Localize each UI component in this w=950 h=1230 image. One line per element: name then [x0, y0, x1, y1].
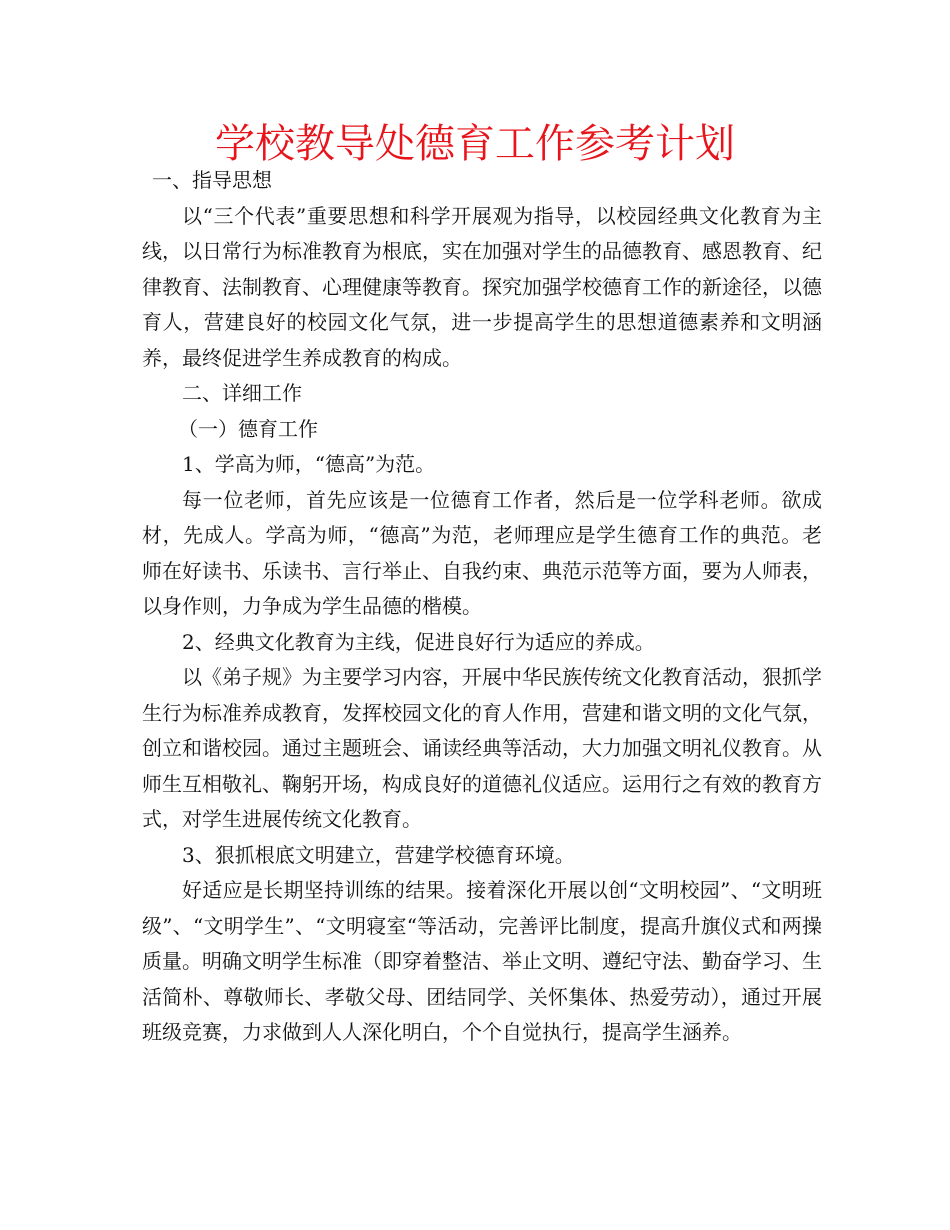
paragraph-item-2: 以《弟子规》为主要学习内容，开展中华民族传统文化教育活动，狠抓学生行为标准养成教育，发挥校园文化的育人作用，营建和谐文明的文化气氛，创立和谐校园。通过主题班会、诵读经典等活动，大力加强文明礼仪教育。从师生互相敬礼、鞠躬开场，构成良好的道德礼仪适应。运用行之有效的教育方式，对学生进展传统文化教育。 [142, 665, 822, 831]
section-heading-guiding-thought: 一、指导思想 [152, 168, 272, 192]
paragraph-guiding-thought: 以“三个代表”重要思想和科学开展观为指导，以校园经典文化教育为主线，以日常行为标准教育为根底，实在加强对学生的品德教育、感恩教育、纪律教育、法制教育、心理健康等教育。探究加强学校德育工作的新途径，以德育人，营建良好的校园文化气氛，进一步提高学生的思想道德素养和文明涵养，最终促进学生养成教育的构成。 [142, 203, 822, 370]
subsection-heading-moral-education: （一）德育工作 [178, 416, 318, 441]
section-heading-specific-work: 二、详细工作 [182, 381, 302, 405]
document-title: 学校教导处德育工作参考计划 [215, 121, 735, 167]
paragraph-item-3: 好适应是长期坚持训练的结果。接着深化开展以创“文明校园”、“文明班级”、“文明学生”、“文明寝室“等活动，完善评比制度，提高升旗仪式和两操质量。明确文明学生标准（即穿着整洁、举止文明、遵纪守法、勤奋学习、生活简朴、尊敬师长、孝敬父母、团结同学、关怀集体、热爱劳动），通过开展班级竞赛，力求做到人人深化明白，个个自觉执行，提高学生涵养。 [142, 878, 822, 1044]
paragraph-item-1: 每一位老师，首先应该是一位德育工作者，然后是一位学科老师。欲成材，先成人。学高为师，“德高”为范，老师理应是学生德育工作的典范。老师在好读书、乐读书、言行举止、自我约束、典范示范等方面，要为人师表，以身作则，力争成为学生品德的楷模。 [142, 487, 822, 618]
item-heading-2: 2、经典文化教育为主线，促进良好行为适应的养成。 [182, 629, 655, 654]
item-heading-1: 1、学高为师，“德高”为范。 [182, 452, 436, 476]
item-heading-3: 3、狠抓根底文明建立，营建学校德育环境。 [182, 842, 575, 867]
document-body [142, 163, 822, 1051]
